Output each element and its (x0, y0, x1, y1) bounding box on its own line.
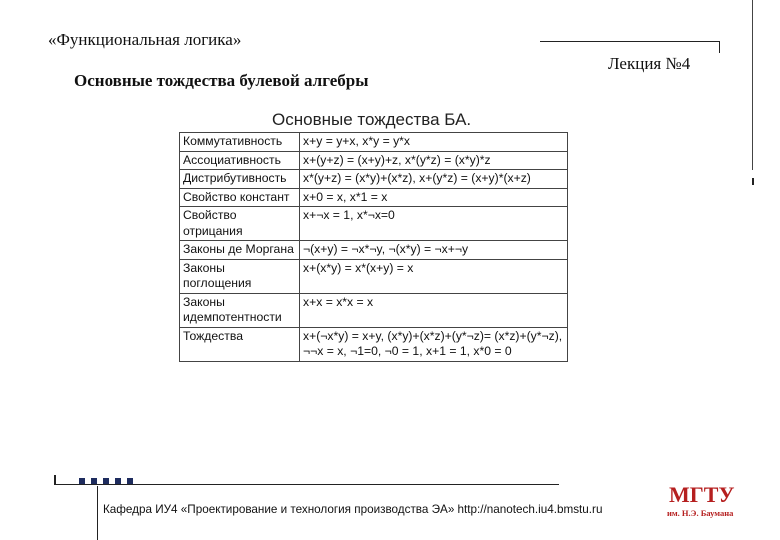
accent-square (79, 478, 85, 484)
right-edge-line (752, 0, 753, 170)
identity-name: Ассоциативность (180, 151, 300, 170)
identity-name: Свойство констант (180, 188, 300, 207)
identity-formula: x+x = x*x = x (300, 293, 568, 327)
slide-title: Основные тождества БА. (272, 110, 472, 129)
identity-formula: ¬(x+y) = ¬x*¬y, ¬(x*y) = ¬x+¬y (300, 241, 568, 260)
accent-square (91, 478, 97, 484)
page-subtitle: Основные тождества булевой алгебры (74, 71, 369, 90)
table-row (180, 327, 568, 361)
table-row (180, 259, 568, 293)
footer-divider (54, 484, 559, 485)
table-row (180, 293, 568, 327)
course-title: «Функциональная логика» (48, 30, 242, 49)
identities-table (179, 132, 568, 362)
accent-square (115, 478, 121, 484)
identity-name: Коммутативность (180, 133, 300, 152)
identity-formula: x+(y+z) = (x+y)+z, x*(y*z) = (x*y)*z (300, 151, 568, 170)
university-logo-subtitle: им. Н.Э. Баумана (667, 508, 734, 518)
identity-formula: x+(x*y) = x*(x+y) = x (300, 259, 568, 293)
table-row (180, 170, 568, 189)
identity-name: Тождества (180, 327, 300, 361)
identity-name: Дистрибутивность (180, 170, 300, 189)
footer-vertical-line (97, 486, 98, 540)
identity-formula: x+0 = x, x*1 = x (300, 188, 568, 207)
accent-square (103, 478, 109, 484)
header-divider (540, 41, 720, 42)
identity-name: Законы поглощения (180, 259, 300, 293)
header-divider-tick (719, 41, 720, 53)
identity-formula: x+¬x = 1, x*¬x=0 (300, 207, 568, 241)
identity-formula: x+(¬x*y) = x+y, (x*y)+(x*z)+(y*¬z)= (x*z)+(y*¬z), ¬¬x = x, ¬1=0, ¬0 = 1, x+1 = 1, x*0 = 0 (300, 327, 568, 361)
university-logo: МГТУ (669, 482, 735, 507)
identity-formula: x*(y+z) = (x*y)+(x*z), x+(y*z) = (x+y)*(x+z) (300, 170, 568, 189)
lecture-number: Лекция №4 (608, 54, 691, 73)
table-row (180, 151, 568, 170)
table-row (180, 133, 568, 152)
table-row (180, 241, 568, 260)
accent-square (127, 478, 133, 484)
slide-image (168, 108, 579, 438)
identity-name: Законы идемпотентности (180, 293, 300, 327)
identity-name: Законы де Моргана (180, 241, 300, 260)
identity-name: Свойство отрицания (180, 207, 300, 241)
identity-formula: x+y = y+x, x*y = y*x (300, 133, 568, 152)
footer-text: Кафедра ИУ4 «Проектирование и технология производства ЭА» http://nanotech.iu4.bmstu.ru (103, 503, 603, 516)
table-row (180, 188, 568, 207)
table-row (180, 207, 568, 241)
right-edge-mark (752, 178, 754, 185)
